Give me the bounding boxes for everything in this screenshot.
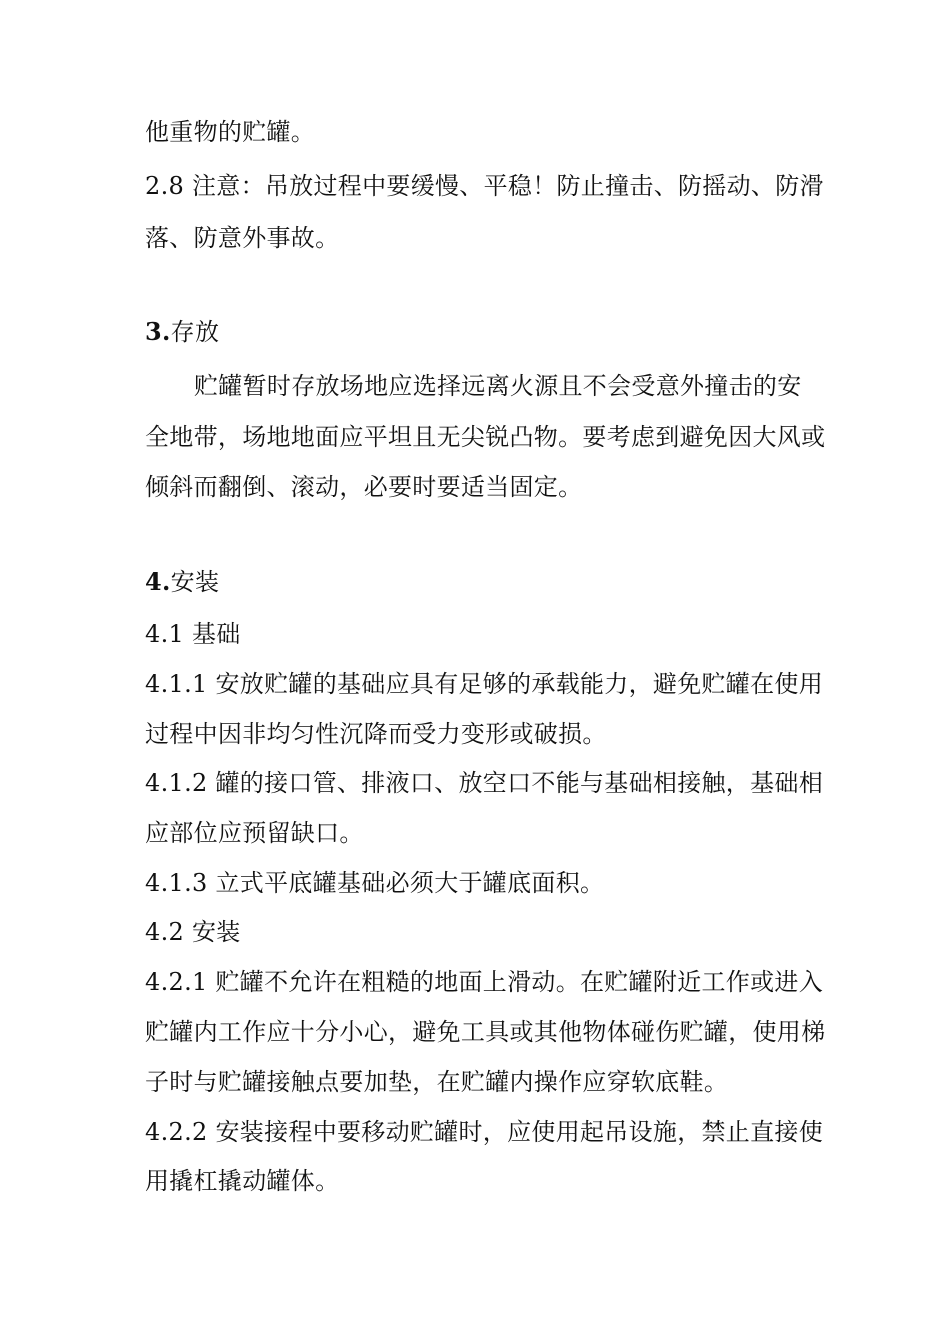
item-2-8-line2: 落、防意外事故。 bbox=[145, 224, 340, 252]
section-3-title: 存放 bbox=[170, 318, 220, 346]
item-4-2-1-line2: 贮罐内工作应十分小心，避免工具或其他物体碰伤贮罐，使用梯 bbox=[145, 1018, 826, 1046]
text-line-continuation: 他重物的贮罐。 bbox=[145, 118, 316, 146]
section-3-para-line1: 贮罐暂时存放场地应选择远离火源且不会受意外撞击的安 bbox=[194, 372, 802, 400]
section-3-para-line3: 倾斜而翻倒、滚动，必要时要适当固定。 bbox=[145, 473, 583, 501]
item-4-1-3: 4.1.3 立式平底罐基础必须大于罐底面积。 bbox=[145, 869, 605, 897]
section-4-title: 安装 bbox=[170, 568, 220, 596]
section-4-heading bbox=[145, 566, 815, 598]
item-4-2-1-line3: 子时与贮罐接触点要加垫，在贮罐内操作应穿软底鞋。 bbox=[145, 1068, 729, 1096]
item-4-1-2-line2: 应部位应预留缺口。 bbox=[145, 819, 364, 847]
item-4-2-1-line1: 4.2.1 贮罐不允许在粗糙的地面上滑动。在贮罐附近工作或进入 bbox=[145, 968, 823, 996]
section-3-para-line2: 全地带，场地地面应平坦且无尖锐凸物。要考虑到避免因大风或 bbox=[145, 423, 826, 451]
section-3-heading bbox=[145, 316, 815, 348]
subsection-4-2: 4.2 安装 bbox=[145, 918, 241, 946]
subsection-4-1: 4.1 基础 bbox=[145, 620, 241, 648]
item-4-2-2-line1: 4.2.2 安装接程中要移动贮罐时，应使用起吊设施，禁止直接使 bbox=[145, 1118, 823, 1146]
item-4-2-2-line2: 用撬杠撬动罐体。 bbox=[145, 1167, 340, 1195]
item-4-1-2-line1: 4.1.2 罐的接口管、排液口、放空口不能与基础相接触，基础相 bbox=[145, 769, 823, 797]
section-4-number: 4. bbox=[145, 567, 171, 596]
item-4-1-1-line2: 过程中因非均匀性沉降而受力变形或破损。 bbox=[145, 720, 607, 748]
item-2-8-line1: 2.8 注意：吊放过程中要缓慢、平稳！防止撞击、防摇动、防滑 bbox=[145, 172, 824, 200]
item-4-1-1-line1: 4.1.1 安放贮罐的基础应具有足够的承载能力，避免贮罐在使用 bbox=[145, 670, 823, 698]
section-3-number: 3. bbox=[145, 317, 171, 346]
